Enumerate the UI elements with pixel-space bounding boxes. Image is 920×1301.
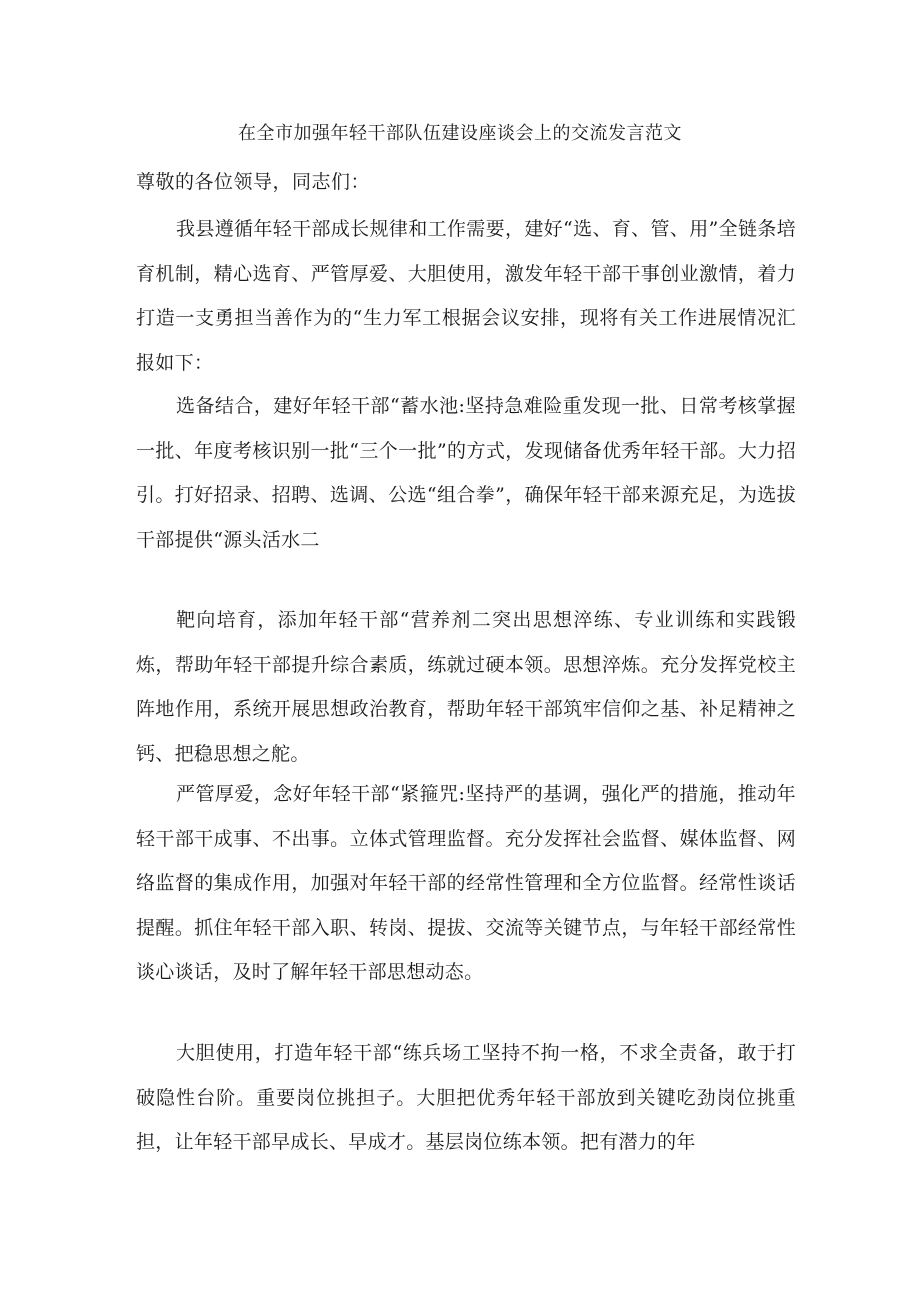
paragraph-selection: 选备结合，建好年轻干部“蓄水池:坚持急难险重发现一批、日常考核掌握一批、年度考核识别一批“三个一批”的方式，发现储备优秀年轻干部。大力招引。打好招录、招聘、选调、公选“组合拳”，确保年轻干部来源充足，为选拔干部提供“源头活水二 xyxy=(136,395,796,551)
paragraph-usage: 大胆使用，打造年轻干部“练兵场工坚持不拘一格，不求全责备，敢于打破隐性台阶。重要岗位挑担子。大胆把优秀年轻干部放到关键吃劲岗位挑重担，让年轻干部早成长、早成才。基层岗位练本领。把有潜力的年 xyxy=(136,1042,796,1153)
paragraph-intro: 我县遵循年轻干部成长规律和工作需要，建好“选、育、管、用”全链条培育机制，精心选育、严管厚爱、大胆使用，激发年轻干部干事创业激情，着力打造一支勇担当善作为的“生力军工根据会议安排，现将有关工作进展情况汇报如下： xyxy=(136,218,796,374)
paragraph-training: 靶向培育，添加年轻干部“营养剂二突出思想淬练、专业训练和实践锻炼，帮助年轻干部提升综合素质，练就过硬本领。思想淬炼。充分发挥党校主阵地作用，系统开展思想政治教育，帮助年轻干部筑牢信仰之基、补足精神之钙、把稳思想之舵。 xyxy=(136,609,796,765)
paragraph-management: 严管厚爱，念好年轻干部“紧箍咒:坚持严的基调，强化严的措施，推动年轻干部干成事、不出事。立体式管理监督。充分发挥社会监督、媒体监督、网络监督的集成作用，加强对年轻干部的经常性管理和全方位监督。经常性谈话提醒。抓住年轻干部入职、转岗、提拔、交流等关键节点，与年轻干部经常性谈心谈话，及时了解年轻干部思想动态。 xyxy=(136,783,796,983)
salutation: 尊敬的各位领导，同志们： xyxy=(136,171,371,193)
document-title: 在全市加强年轻干部队伍建设座谈会上的交流发言范文 xyxy=(238,123,682,144)
